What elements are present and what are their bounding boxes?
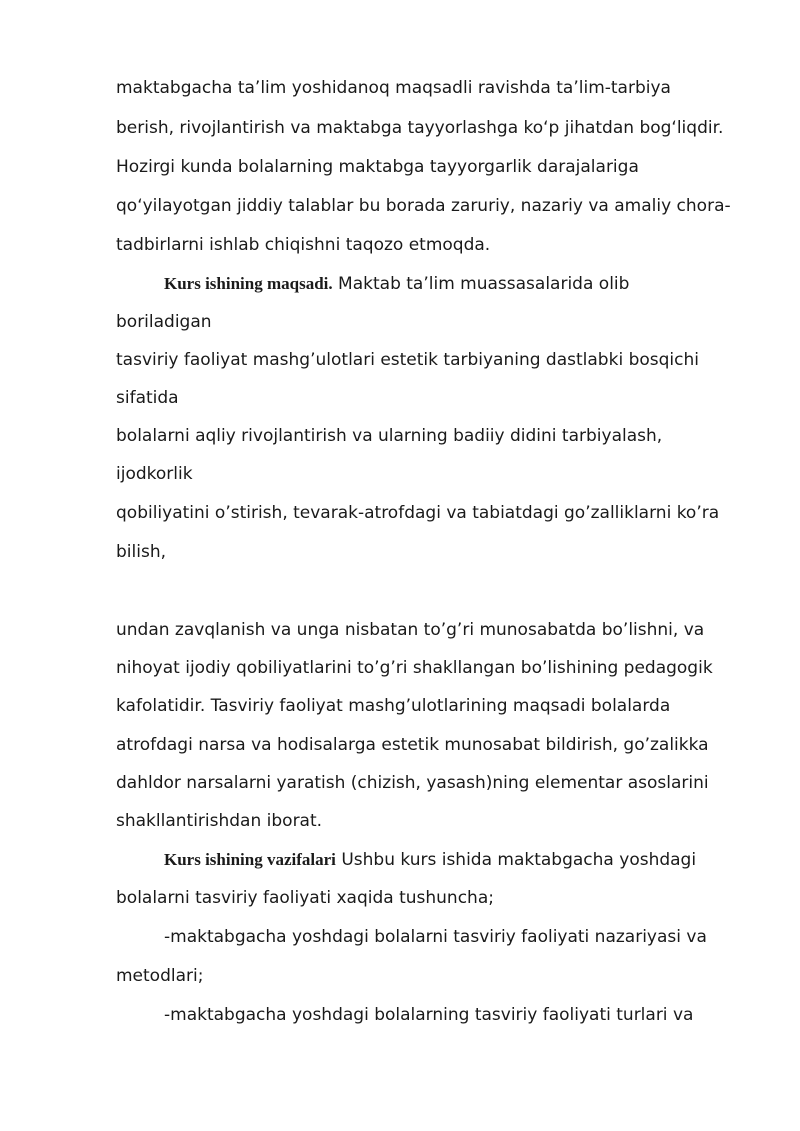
text-line: tasviriy faoliyat mashg’ulotlari estetik tarbiyaning dastlabki bosqichi	[116, 350, 699, 370]
text-line: bolalarni tasviriy faoliyati xaqida tushuncha;	[116, 888, 494, 908]
text-line: qobiliyatini o’stirish, tevarak-atrofdagi va tabiatdagi go’zalliklarni ko’ra	[116, 503, 720, 523]
tasks-line	[164, 849, 696, 871]
text-line: atrofdagi narsa va hodisalarga estetik munosabat bildirish, go’zalikka	[116, 735, 709, 755]
text-line: maktabgacha ta’lim yoshidanoq maqsadli ravishda ta’lim-tarbiya	[116, 78, 671, 98]
tasks-text: Ushbu kurs ishida maktabgacha yoshdagi	[335, 850, 697, 870]
text-line: qo‘yilayotgan jiddiy talablar bu borada zaruriy, nazariy va amaliy chora-	[116, 196, 731, 216]
text-line: boriladigan	[116, 312, 212, 332]
text-line: shakllantirishdan iborat.	[116, 811, 323, 831]
text-line: undan zavqlanish va unga nisbatan to’g’ri munosabatda bo’lishni, va	[116, 620, 705, 640]
text-line: kafolatidir. Tasviriy faoliyat mashg’ulotlarining maqsadi bolalarda	[116, 696, 671, 716]
goal-line	[164, 273, 629, 295]
text-line: berish, rivojlantirish va maktabga tayyorlashga ko‘p jihatdan bog‘liqdir.	[116, 118, 724, 138]
list-item: -maktabgacha yoshdagi bolalarning tasviriy faoliyati turlari va	[164, 1005, 694, 1025]
tasks-heading: Kurs ishining vazifalari	[164, 850, 336, 869]
text-line: metodlari;	[116, 966, 204, 986]
list-item: -maktabgacha yoshdagi bolalarni tasviriy faoliyati nazariyasi va	[164, 927, 707, 947]
goal-text: Maktab ta’lim muassasalarida olib	[332, 274, 630, 294]
text-line: ijodkorlik	[116, 464, 193, 484]
text-line: dahldor narsalarni yaratish (chizish, yasash)ning elementar asoslarini	[116, 773, 709, 793]
text-line: sifatida	[116, 388, 179, 408]
text-line: tadbirlarni ishlab chiqishni taqozo etmoqda.	[116, 235, 491, 255]
text-line: bolalarni aqliy rivojlantirish va ularning badiiy didini tarbiyalash,	[116, 426, 663, 446]
goal-heading: Kurs ishining maqsadi.	[164, 274, 333, 293]
text-line: Hozirgi kunda bolalarning maktabga tayyorgarlik darajalariga	[116, 157, 639, 177]
text-line: nihoyat ijodiy qobiliyatlarini to’g’ri shakllangan bo’lishining pedagogik	[116, 658, 713, 678]
text-line: bilish,	[116, 542, 166, 562]
